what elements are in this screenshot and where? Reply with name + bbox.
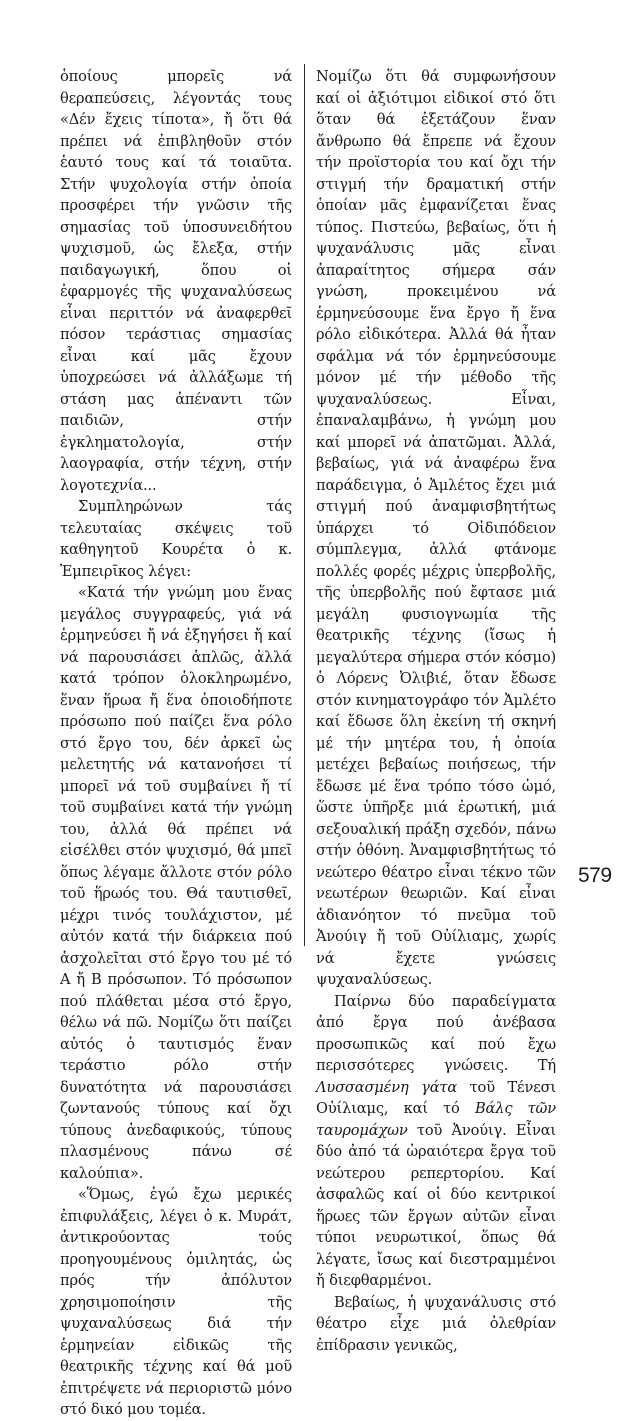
play-title: Βάλς τῶν ταυρομάχων xyxy=(316,1100,556,1139)
paragraph xyxy=(316,991,556,1292)
text-run: τοῦ Τένεσι Οὐίλιαμς, καί τό xyxy=(316,1078,556,1117)
paragraph: Βεβαίως, ἡ ψυχανάλυσις στό θέατρο εἶχε μιά ὀλεθρίαν ἐπίδρασιν γενικῶς, xyxy=(316,1293,556,1354)
page-number: 579 xyxy=(578,864,612,887)
play-title: Λυσσασμένη γάτα xyxy=(316,1078,458,1096)
paragraph: Νομίζω ὅτι θά συμφωνήσουν καί οἱ ἀξιότιμοι εἰδικοί στό ὅτι ὅταν θά ἐξετάζουν ἕναν ἄνθρωπο θά ἔπρεπε νά ἔχουν τήν προϊστορία του καί ὄχι τήν στιγμή τήν δραματική στήν ὁποίαν μᾶς ἐμφανίζεται ἕνας τύπος. Πιστεύω, βεβαίως, ὅτι ἡ ψυχανάλυσις μᾶς εἶναι ἀπαραίτητος σήμερα σάν γνώση, προκειμένου νά ἑρμηνεύσουμε ἕνα ἔργο ἤ ἕνα ρόλο εἰδικότερα. Ἀλλά θά ἦταν σφάλμα νά τόν ἑρμηνεύσουμε μόνον μέ τήν μέθοδο τῆς ψυχαναλύσεως. Εἶναι, ἐπαναλαμβάνω, ἡ γνώμη μου καί μπορεῖ νά ἀπατῶμαι. Ἀλλά, βεβαίως, γιά νά ἀναφέρω ἕνα παράδειγμα, ὁ Ἀμλέτος ἔχει μιά στιγμή πού ἀναμφισβητήτως ὑπάρχει τό Οἰδιπόδειον σύμπλεγμα, ἀλλά φτάνομε πολλές φορές μέχρις ὑπερβολῆς, τῆς ὑπερβολῆς πού ἔφτασε μιά μεγάλη φυσιογνωμία τῆς θεατρικῆς τέχνης (ἴσως ἡ μεγαλύτερα σήμερα στόν κόσμο) ὁ Λόρενς Ὀλιβιέ, ὅταν ἔδωσε στόν κινηματογράφο τόν Ἀμλέτο καί ἔδωσε ὅλη ἐκείνη τή σκηνή μέ τήν μητέρα του, ἡ ὁποία μετέχει βεβαίως ποιήσεως, τήν ἔδωσε μέ ἕνα τρόπο τόσο ὠμό, ὥστε ὑπῆρξε μιά ἐρωτική, μιά σεξουαλική πράξη σχεδόν, πάνω στήν ὀθόνη. Ἀναμφισβητήτως τό νεώτερο θέατρο εἶναι τέκνο τῶν νεωτέρων θεωριῶν. Καί εἶναι ἀδιανόητον τό πνεῦμα τοῦ Ἀνούιγ ἤ τοῦ Οὐίλιαμς, χωρίς νά ἔχετε γνώσεις ψυχαναλύσεως. xyxy=(316,68,556,988)
column-divider xyxy=(304,64,305,946)
paragraph: ὁποίους μπορεῖς νά θεραπεύσεις, λέγοντάς τους «Δέν ἔχεις τίποτα», ἤ ὅτι θά πρέπει νά ἐπιβληθοῦν στόν ἑαυτό τους καί τά τοιαῦτα. Στήν ψυχολογία στήν ὁποία προσφέρει τήν γνῶσιν τῆς σημασίας τοῦ ὑποσυνειδήτου ψυχισμοῦ, ὡς ἔλεξα, στήν παιδαγωγική, ὅπου οἱ ἐφαρμογές τῆς ψυχαναλύσεως εἶναι περιττόν νά ἀναφερθεῖ πόσον τεράστιας σημασίας εἶναι καί μᾶς ἔχουν ὑποχρεώσει νά ἀλλάξωμε τή στάση μας ἀπέναντι τῶν παιδιῶν, στήν ἐγκληματολογία, στήν λαογραφία, στήν τέχνη, στήν λογοτεχνία... xyxy=(60,68,292,494)
text-run: τοῦ Ἀνούιγ. Εἶναι δύο ἀπό τά ὡραιότερα ἔργα τοῦ νεώτερου ρεπερτορίου. Καί ἀσφαλῶς καί οἱ δύο κεντρικοί ἥρωες τῶν ἔργων αὐτῶν εἶναι τύποι νευρωτικοί, ὅπως θά λέγατε, ἴσως καί διεστραμμένοι ἤ διεφθαρμένοι. xyxy=(316,1121,556,1289)
quotation-paragraph: «Ὅμως, ἐγώ ἔχω μερικές ἐπιφυλάξεις, λέγει ὁ κ. Μυράτ, ἀντικρούοντας τούς προηγουμένους ὁμιλητάς, ὡς πρός τήν ἀπόλυτον χρησιμοποίησιν τῆς ψυχαναλύσεως διά τήν ἑρμηνείαν εἰδικῶς τῆς θεατρικῆς τέχνης καί θά μοῦ ἐπιτρέψετε νά περιοριστῶ μόνο στό δικό μου τομέα. xyxy=(60,1186,292,1418)
quotation-paragraph: «Κατά τήν γνώμη μου ἕνας μεγάλος συγγραφεύς, γιά νά ἑρμηνεύσει ἤ νά ἐξηγήσει ἤ καί νά παρουσιάσει ἁπλῶς, ἀλλά κατά τρόπον ὁλοκληρωμένο, ἕναν ἥρωα ἤ ἕνα ὁποιοδήποτε πρόσωπο πού παίζει ἕνα ρόλο στό ἔργο του, δέν ἀρκεῖ ὡς μελετητής νά κατανοήσει τί μπορεῖ νά τοῦ συμβαίνει ἤ τί τοῦ συμβαίνει κατά τήν γνώμη του, ἀλλά θά πρέπει νά εἰσέλθει στόν ψυχισμό, θά μπεῖ ὅπως λέγαμε ἄλλοτε στόν ρόλο τοῦ ἥρωός του. Θά ταυτισθεῖ, μέχρι τινός τουλάχιστον, μέ αὐτόν κατά τήν διάρκεια πού ἀσχολεῖται στό ἔργο του μέ τό Α ἤ Β πρόσωπον. Τό πρόσωπον πού πλάθεται μέσα στό ἔργο, θέλω νά πῶ. Νομίζω ὅτι παίζει αὐτός ὁ ταυτισμός ἕναν τεράστιο ρόλο στήν δυνατότητα νά παρουσιάσει ζωντανούς τύπους καί ὄχι τύπους ἀνεδαφικούς, τύπους πλασμένους πάνω σέ καλούπια». xyxy=(60,584,292,1182)
left-text-column xyxy=(60,66,292,1421)
right-text-column xyxy=(316,66,556,1356)
text-run: Παίρνω δύο παραδείγματα ἀπό ἔργα πού ἀνέβασα προσωπικῶς καί πού ἔχω περισσότερες γνώσεις. Τή xyxy=(316,992,556,1074)
paragraph: Συμπληρώνων τάς τελευταίας σκέψεις τοῦ καθηγητοῦ Κουρέτα ὁ κ. Ἐμπειρῖκος λέγει: xyxy=(60,498,292,580)
